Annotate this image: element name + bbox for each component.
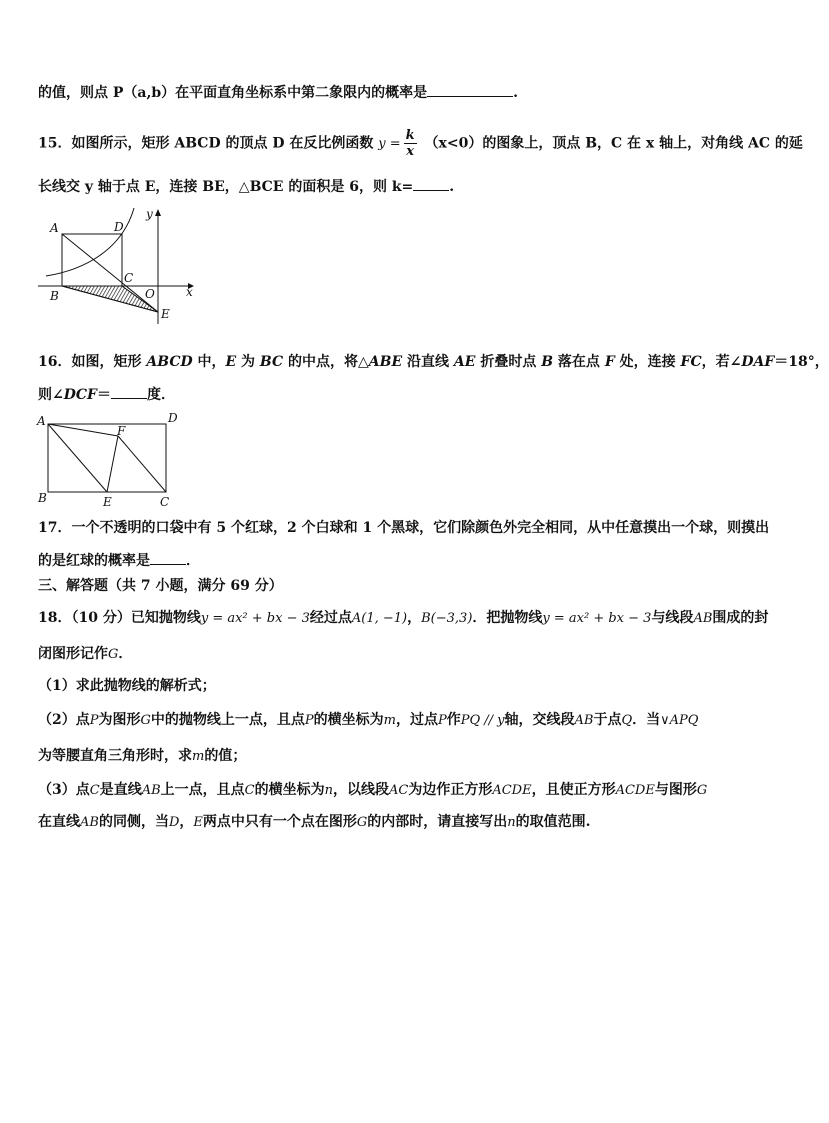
q15-fraction	[404, 128, 417, 159]
q14-tail-line	[38, 82, 518, 103]
q18-p3b-f: 的取值范围.	[515, 814, 591, 830]
segment-fe	[107, 436, 118, 492]
q18-point-b: B(−3,3)	[421, 611, 473, 626]
q15-label-b: B	[50, 289, 59, 303]
q18-part2	[38, 710, 698, 731]
q18-p2-e: ，过点	[395, 712, 438, 728]
q18-p3-ab: AB	[141, 783, 161, 798]
q15-line2	[38, 176, 454, 197]
q16-math-e: E	[225, 354, 237, 370]
q15-figure	[34, 204, 204, 328]
q18-p3b-e-pt: E	[193, 815, 203, 830]
q18-text-b: 经过点	[309, 610, 352, 626]
q18-p3-n: n	[324, 783, 333, 798]
q15-text-a: 15．如图所示，矩形 ABCD 的顶点 D 在反比例函数	[38, 135, 374, 152]
q16-text-l2b: ＝	[96, 387, 111, 403]
q18-p3b-a: 在直线	[38, 814, 80, 830]
q18-math-g: G	[108, 647, 119, 662]
q18-p2b-b: 的值；	[204, 748, 247, 764]
q16-label-d: D	[168, 411, 178, 425]
q18-p2-i: ．当	[632, 712, 661, 728]
q15-text-b: （x<0）的图象上，顶点 B，C 在 x 轴上，对角线 AC 的延	[424, 135, 803, 152]
q16-text-c: 为	[236, 354, 260, 370]
q18-p3-acde: ACDE	[492, 783, 532, 798]
q18-p3b-n: n	[507, 815, 516, 830]
q18-p2-pq: PQ // y	[460, 713, 505, 728]
section-3-title: 三、解答题（共 7 小题，满分 69 分）	[38, 578, 283, 594]
q15-label-x: x	[186, 285, 193, 299]
q15-label-o: O	[145, 287, 155, 301]
q18-eq1: y = ax² + bx − 3	[200, 611, 310, 626]
q18-p3-g-fig: G	[696, 783, 708, 798]
q18-p2-h: 于点	[593, 712, 622, 728]
q16-text-b: 中，	[192, 354, 226, 370]
q18-p2b-a: 为等腰直角三角形时，求	[38, 748, 192, 764]
q16-text-a: 16．如图，矩形	[38, 354, 147, 370]
q18-p3b-g: G	[356, 815, 368, 830]
q16-text-l2a: 则∠	[38, 387, 64, 403]
q14-tail-text: 的值，则点 P（a,b）在平面直角坐标系中第二象限内的概率是	[38, 85, 428, 101]
q16-math-fc: FC	[680, 354, 702, 370]
q16-label-a: A	[37, 414, 46, 428]
q18-part2-line2	[38, 746, 246, 767]
q18-p2-q: Q	[621, 713, 633, 728]
q15-label-c: C	[124, 271, 134, 285]
q18-p2-p: P	[89, 713, 99, 728]
q18-p2-p3: P	[437, 713, 447, 728]
q16-label-e: E	[103, 495, 112, 509]
q16-text-j: ＝18°，	[774, 354, 829, 370]
q18-p2-a: （2）点	[38, 712, 90, 728]
q18-p2-apq: ∨APQ	[660, 713, 699, 728]
q15-label-d: D	[114, 220, 124, 234]
q17-answer-blank[interactable]	[150, 550, 186, 565]
q16-answer-blank[interactable]	[111, 384, 147, 399]
q18-p3b-e: 的内部时，请直接写出	[367, 814, 508, 830]
q16-text-d: 的中点，将△	[283, 354, 369, 370]
q18-p2-b: 为图形	[98, 712, 141, 728]
q15-frac-den: x	[406, 144, 414, 159]
q18-part1: （1）求此抛物线的解析式；	[38, 678, 216, 694]
q18-p2b-m: m	[192, 749, 205, 764]
q16-math-abcd: ABCD	[146, 354, 193, 370]
q18-text-c: ，	[407, 610, 422, 626]
q18-p3-c2: C	[244, 783, 255, 798]
q18-seg-ab: AB	[693, 611, 713, 626]
q16-math-f: F	[604, 354, 615, 370]
segment-ae	[48, 424, 107, 492]
q16-math-bc: BC	[259, 354, 284, 370]
q17-text-line2: 的是红球的概率是	[38, 553, 150, 569]
q14-answer-blank[interactable]	[427, 82, 513, 97]
q16-text-e: 沿直线	[402, 354, 454, 370]
q16-text-l2c: 度．	[146, 387, 175, 403]
q18-p3-acde2: ACDE	[615, 783, 655, 798]
q18-p3-d: 的横坐标为	[254, 782, 325, 798]
q16-figure	[34, 410, 184, 508]
q16-text-g: 落在点	[553, 354, 605, 370]
q18-text-l2a: 闭图形记作	[38, 646, 108, 662]
q16-math-daf: DAF	[741, 354, 775, 370]
q18-p2-m: m	[383, 713, 396, 728]
q18-p2-f: 作	[446, 712, 461, 728]
q18-p2-g2: 轴，交线段	[504, 712, 575, 728]
q15-text-line2: 长线交 y 轴于点 E，连接 BE，△BCE 的面积是 6，则 k=	[38, 179, 414, 195]
q18-eq2: y = ax² + bx − 3	[542, 611, 652, 626]
q15-label-y: y	[146, 207, 153, 221]
q18-p3-f: 为边作正方形	[408, 782, 493, 798]
q16-line1	[38, 352, 829, 372]
q18-text-f: 围成的封	[712, 610, 769, 626]
q16-math-b: B	[541, 354, 554, 370]
q15-end: .	[449, 179, 455, 195]
q18-p2-d: 的横坐标为	[313, 712, 384, 728]
q17-line1	[38, 518, 769, 538]
hyperbola-curve	[46, 208, 134, 276]
q16-math-dcf: DCF	[63, 387, 97, 403]
q18-p3b-d: 两点中只有一个点在图形	[202, 814, 357, 830]
q15-line1	[38, 128, 803, 159]
q18-p3-h: 与图形	[654, 782, 697, 798]
q16-math-ae: AE	[453, 354, 476, 370]
q18-p2-ab: AB	[574, 713, 594, 728]
segment-fc	[118, 436, 166, 492]
q18-p3b-b: 的同侧，当	[98, 814, 169, 830]
q18-point-a: A(1, −1)	[351, 611, 408, 626]
q15-answer-blank[interactable]	[413, 176, 449, 191]
q15-label-a: A	[50, 221, 59, 235]
q18-part3	[38, 780, 707, 801]
q18-part3-line2	[38, 812, 591, 833]
q18-p3-a: （3）点	[38, 782, 90, 798]
q15-frac-num: k	[405, 128, 415, 143]
q15-func-y: y =	[378, 136, 401, 152]
q18-p3b-d-pt: D	[168, 815, 180, 830]
q18-p2-g: G	[140, 713, 151, 728]
q18-p3-g: ，且使正方形	[531, 782, 616, 798]
q17-text-line1: 17．一个不透明的口袋中有 5 个红球，2 个白球和 1 个黑球，它们除颜色外完全相同，从中任意摸出一个球，则摸出	[38, 520, 770, 536]
q18-text-d: ．把抛物线	[472, 610, 543, 626]
q16-text-h: 处，连接	[614, 354, 681, 370]
diagonal-ae	[62, 234, 158, 312]
q17-line2	[38, 550, 200, 571]
q18-p3-ac: AC	[388, 783, 409, 798]
q18-text-l2b: ．	[118, 646, 133, 662]
q18-text-e: 与线段	[651, 610, 694, 626]
q16-math-abe: ABE	[368, 354, 403, 370]
q16-line2	[38, 384, 175, 405]
q15-label-e: E	[161, 307, 170, 321]
q17-end: ．	[186, 553, 200, 569]
q18-p3b-ab: AB	[80, 815, 99, 830]
q16-label-c: C	[160, 495, 170, 509]
segment-af	[48, 424, 118, 436]
q18-p3-b: 是直线	[99, 782, 142, 798]
q16-label-b: B	[38, 491, 47, 505]
y-axis-arrow-icon	[155, 209, 161, 216]
q18-p3-c-pt: C	[89, 783, 100, 798]
q18-p2-c: 中的抛物线上一点，且点	[150, 712, 305, 728]
q18-line1	[38, 608, 768, 629]
q14-tail-end: .	[513, 85, 519, 101]
q16-text-i: ，若∠	[701, 354, 742, 370]
q18-p2-p2: P	[304, 713, 314, 728]
q18-p3-c: 上一点，且点	[160, 782, 245, 798]
q18-line2	[38, 644, 132, 665]
q18-p3b-c: ，	[179, 814, 194, 830]
q18-p3-e: ，以线段	[332, 782, 389, 798]
q16-label-f: F	[117, 424, 126, 438]
q18-text-a: 18．（10 分）已知抛物线	[38, 610, 201, 626]
q16-text-f: 折叠时点	[475, 354, 542, 370]
